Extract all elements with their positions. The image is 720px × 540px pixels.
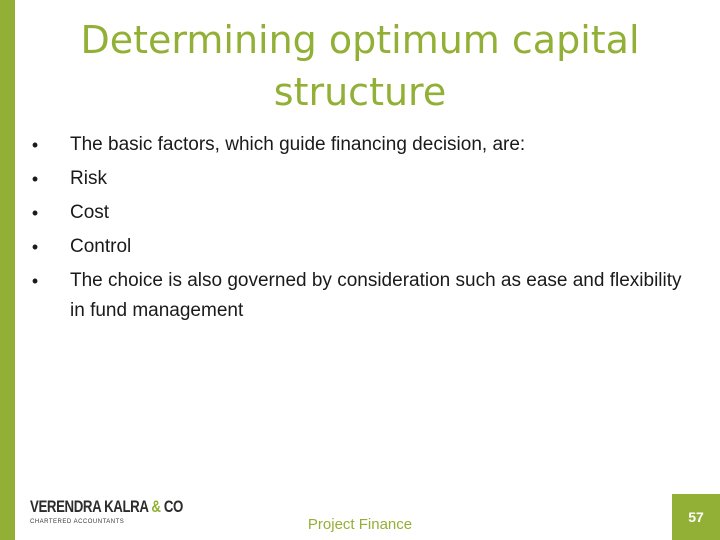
bullet-item [28, 164, 688, 194]
bullet-text: The basic factors, which guide financing decision, are: [70, 134, 526, 155]
side-accent-bar [0, 0, 15, 540]
logo-wordmark [30, 497, 183, 517]
bullet-dot-icon: • [31, 237, 39, 257]
logo-subtitle: CHARTERED ACCOUNTANTS [30, 519, 125, 525]
page-number-badge: 57 [672, 494, 720, 540]
bullet-item [28, 232, 688, 262]
bullet-dot-icon: • [31, 169, 39, 189]
bullet-text: The choice is also governed by consideration such as ease and flexibility in fund management [70, 270, 682, 321]
logo-co: CO [163, 497, 183, 516]
bullet-text: Cost [70, 202, 110, 223]
logo-name: VERENDRA KALRA [30, 497, 149, 516]
bullet-dot-icon: • [31, 271, 39, 291]
bullet-dot-icon: • [31, 135, 39, 155]
bullet-item [28, 198, 688, 228]
bullet-text: Control [70, 236, 132, 257]
bullet-text: Risk [70, 168, 107, 189]
logo-ampersand: & [151, 497, 161, 516]
bullet-item [28, 130, 688, 160]
footer-title: Project Finance [307, 516, 413, 533]
bullet-dot-icon: • [31, 203, 39, 223]
slide-title: Determining optimum capital structure [80, 18, 640, 114]
bullet-item [28, 266, 688, 326]
company-logo [30, 497, 183, 539]
bullet-list [28, 130, 688, 330]
